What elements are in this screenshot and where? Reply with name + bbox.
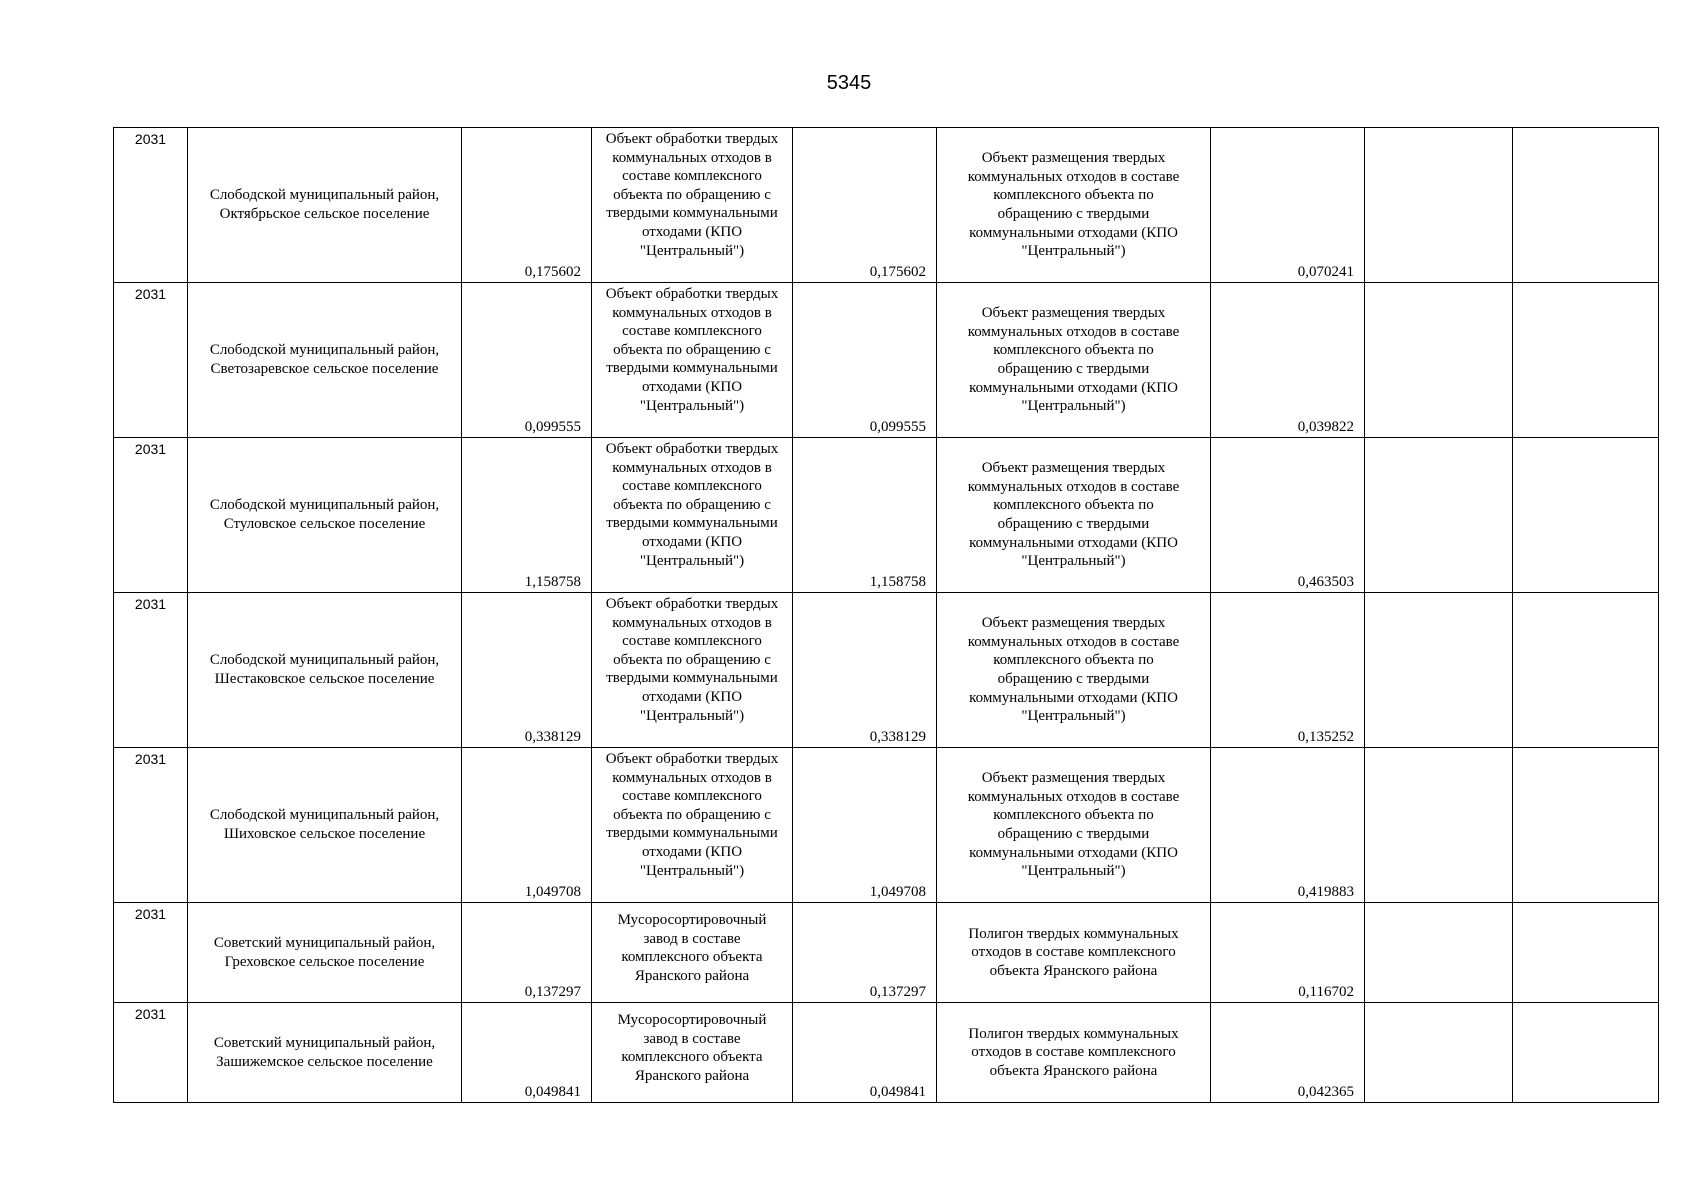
data-table [113,127,1659,1103]
value3-cell: 0,039822 [1211,283,1365,438]
processing-object-cell: Объект обработки твердых коммунальных отходов в составе комплексного объекта по обращению с твердыми коммунальными отходами (КПО "Центральный") [592,438,793,593]
disposal-object-cell: Объект размещения твердых коммунальных отходов в составе комплексного объекта по обращению с твердыми коммунальными отходами (КПО "Центральный") [937,283,1211,438]
municipality-cell: Слободской муниципальный район, Шиховское сельское поселение [188,748,462,903]
year-cell: 2031 [114,903,188,1003]
municipality-cell: Слободской муниципальный район, Светозаревское сельское поселение [188,283,462,438]
year-cell: 2031 [114,593,188,748]
value1-cell: 1,049708 [462,748,592,903]
value3-cell: 0,135252 [1211,593,1365,748]
empty-cell [1365,128,1513,283]
empty-cell [1513,128,1659,283]
value1-cell: 1,158758 [462,438,592,593]
year-cell: 2031 [114,128,188,283]
empty-cell [1365,593,1513,748]
municipality-cell: Слободской муниципальный район, Октябрьское сельское поселение [188,128,462,283]
table-row [114,903,1659,1003]
value2-cell: 0,175602 [793,128,937,283]
year-cell: 2031 [114,748,188,903]
value3-cell: 0,042365 [1211,1003,1365,1103]
disposal-object-cell: Полигон твердых коммунальных отходов в составе комплексного объекта Яранского района [937,1003,1211,1103]
year-cell: 2031 [114,283,188,438]
processing-object-cell: Мусоросортировочный завод в составе комплексного объекта Яранского района [592,903,793,1003]
value2-cell: 1,158758 [793,438,937,593]
value2-cell: 0,137297 [793,903,937,1003]
value3-cell: 0,070241 [1211,128,1365,283]
empty-cell [1513,438,1659,593]
municipality-cell: Советский муниципальный район, Зашижемское сельское поселение [188,1003,462,1103]
processing-object-cell: Объект обработки твердых коммунальных отходов в составе комплексного объекта по обращению с твердыми коммунальными отходами (КПО "Центральный") [592,593,793,748]
empty-cell [1513,593,1659,748]
value1-cell: 0,175602 [462,128,592,283]
value1-cell: 0,137297 [462,903,592,1003]
year-cell: 2031 [114,1003,188,1103]
empty-cell [1513,1003,1659,1103]
disposal-object-cell: Объект размещения твердых коммунальных отходов в составе комплексного объекта по обращению с твердыми коммунальными отходами (КПО "Центральный") [937,593,1211,748]
value2-cell: 0,049841 [793,1003,937,1103]
value3-cell: 0,116702 [1211,903,1365,1003]
empty-cell [1365,438,1513,593]
municipality-cell: Слободской муниципальный район, Шестаковское сельское поселение [188,593,462,748]
year-cell: 2031 [114,438,188,593]
table-row [114,748,1659,903]
empty-cell [1365,1003,1513,1103]
page-number: 5345 [826,72,872,94]
value3-cell: 0,463503 [1211,438,1365,593]
empty-cell [1513,903,1659,1003]
empty-cell [1365,903,1513,1003]
disposal-object-cell: Полигон твердых коммунальных отходов в составе комплексного объекта Яранского района [937,903,1211,1003]
value1-cell: 0,338129 [462,593,592,748]
disposal-object-cell: Объект размещения твердых коммунальных отходов в составе комплексного объекта по обращению с твердыми коммунальными отходами (КПО "Центральный") [937,438,1211,593]
value1-cell: 0,049841 [462,1003,592,1103]
processing-object-cell: Объект обработки твердых коммунальных отходов в составе комплексного объекта по обращению с твердыми коммунальными отходами (КПО "Центральный") [592,128,793,283]
table-row [114,128,1659,283]
value1-cell: 0,099555 [462,283,592,438]
municipality-cell: Слободской муниципальный район, Стуловское сельское поселение [188,438,462,593]
disposal-object-cell: Объект размещения твердых коммунальных отходов в составе комплексного объекта по обращению с твердыми коммунальными отходами (КПО "Центральный") [937,748,1211,903]
table-row [114,1003,1659,1103]
processing-object-cell: Объект обработки твердых коммунальных отходов в составе комплексного объекта по обращению с твердыми коммунальными отходами (КПО "Центральный") [592,748,793,903]
processing-object-cell: Объект обработки твердых коммунальных отходов в составе комплексного объекта по обращению с твердыми коммунальными отходами (КПО "Центральный") [592,283,793,438]
empty-cell [1365,748,1513,903]
table-row [114,438,1659,593]
disposal-object-cell: Объект размещения твердых коммунальных отходов в составе комплексного объекта по обращению с твердыми коммунальными отходами (КПО "Центральный") [937,128,1211,283]
table-row [114,283,1659,438]
municipality-cell: Советский муниципальный район, Греховское сельское поселение [188,903,462,1003]
table-row [114,593,1659,748]
empty-cell [1513,283,1659,438]
value2-cell: 0,338129 [793,593,937,748]
value3-cell: 0,419883 [1211,748,1365,903]
processing-object-cell: Мусоросортировочный завод в составе комплексного объекта Яранского района [592,1003,793,1103]
empty-cell [1513,748,1659,903]
empty-cell [1365,283,1513,438]
value2-cell: 0,099555 [793,283,937,438]
value2-cell: 1,049708 [793,748,937,903]
